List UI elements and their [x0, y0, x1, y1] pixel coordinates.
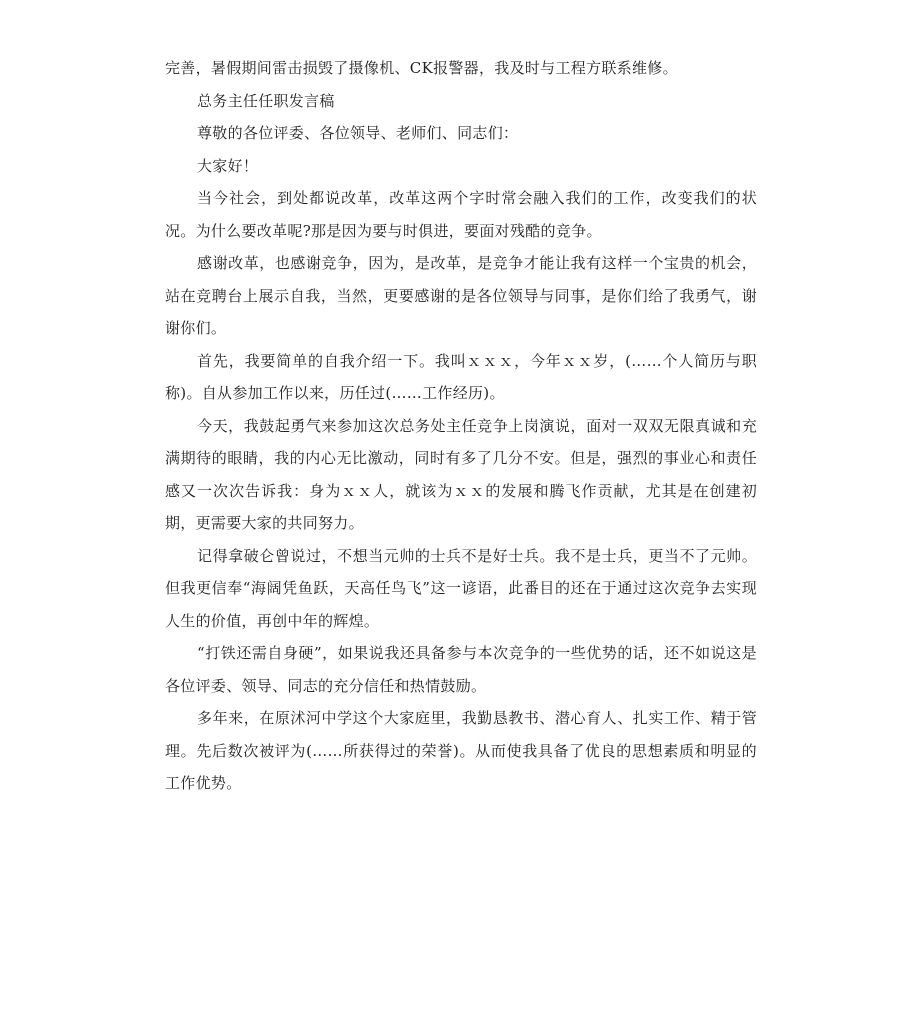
greeting: 大家好！: [197, 156, 259, 175]
paragraph: 感谢改革，也感谢竞争，因为，是改革，是竞争才能让我有这样一个宝贵的机会，站在竞聘台上展示自我，当然，更要感谢的是各位领导与同事，是你们给了我勇气，谢谢你们。: [165, 254, 757, 337]
speech-title: 总务主任任职发言稿: [197, 91, 335, 110]
paragraph: 首先，我要简单的自我介绍一下。我叫ｘｘｘ，今年ｘｘ岁，(……个人简历与职称)。自从参加工作以来，历任过(……工作经历)。: [165, 351, 757, 402]
paragraph: 当今社会，到处都说改革，改革这两个字时常会融入我们的工作，改变我们的状况。为什么要改革呢?那是因为要与时俱进，要面对残酷的竞争。: [165, 189, 757, 240]
document-page: [165, 52, 757, 800]
paragraph: 今天，我鼓起勇气来参加这次总务处主任竞争上岗演说，面对一双双无限真诚和充满期待的眼睛，我的内心无比激动，同时有多了几分不安。但是，强烈的事业心和责任感又一次次告诉我：身为ｘｘ人，就该为ｘｘ的发展和腾飞作贡献，尤其是在创建初期，更需要大家的共同努力。: [165, 416, 757, 532]
paragraph: “打铁还需自身硬”，如果说我还具备参与本次竞争的一些优势的话，还不如说这是各位评委、领导、同志的充分信任和热情鼓励。: [165, 644, 757, 695]
paragraph: 多年来，在原沭河中学这个大家庭里，我勤恳教书、潜心育人、扎实工作、精于管理。先后数次被评为(……所获得过的荣誉)。从而使我具备了优良的思想素质和明显的工作优势。: [165, 709, 757, 792]
paragraph: 记得拿破仑曾说过，不想当元帅的士兵不是好士兵。我不是士兵，更当不了元帅。但我更信奉“海阔凭鱼跃，天高任鸟飞”这一谚语，此番目的还在于通过这次竞争去实现人生的价值，再创中年的辉煌。: [165, 546, 757, 630]
salutation: 尊敬的各位评委、各位领导、老师们、同志们：: [197, 124, 519, 142]
paragraph-continuation: 完善，暑假期间雷击损毁了摄像机、CK报警器，我及时与工程方联系维修。: [165, 59, 678, 77]
